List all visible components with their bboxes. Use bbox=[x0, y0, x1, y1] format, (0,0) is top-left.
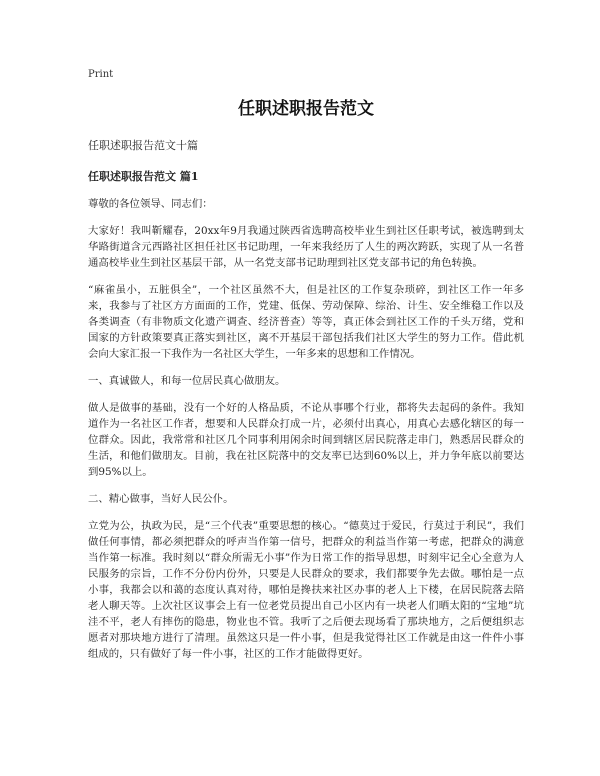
paragraph-intro: 大家好！我叫靳耀春，20xx年9月我通过陕西省选聘高校毕业生到社区任职考试，被选聘到太华路街道含元西路社区担任社区书记助理，一年来我经历了人生的两次跨跃，实现了从一名普通高校毕业生到社区基层干部，从一名党支部书记助理到社区党支部书记的角色转换。 bbox=[88, 225, 524, 269]
print-link[interactable]: Print bbox=[88, 69, 114, 80]
section-heading: 任职述职报告范文 篇1 bbox=[88, 170, 199, 183]
paragraph-community-work: “麻雀虽小，五脏俱全”，一个社区虽然不大，但是社区的工作复杂琐碎，到社区工作一年多来，我参与了社区方方面面的工作，党建、低保、劳动保障、综治、计生、安全维稳工作以及各类调查（有非物质文化遗产调查、经济普查）等等，真正体会到社区工作的千头万绪，党和国家的方针政策要真正落实到社区，离不开基层干部包括我们社区大学生的努力工作。借此机会向大家汇报一下我作为一名社区大学生，一年多来的思想和工作情况。 bbox=[88, 284, 524, 360]
document-page bbox=[88, 68, 524, 673]
salutation: 尊敬的各位领导、同志们： bbox=[88, 198, 213, 210]
paragraph-point-two: 立党为公，执政为民，是“三个代表”重要思想的核心。“德莫过于爱民，行莫过于利民”，我们做任何事情，都必须把群众的呼声当作第一信号，把群众的利益当作第一考虑，把群众的满意当作第一标准。我时刻以“群众所需无小事”作为日常工作的指导思想，时刻牢记全心全意为人民服务的宗旨，工作不分份内份外，只要是人民群众的要求，我们都要争先去做。哪怕是一点小事，我都会以和蔼的态度认真对待，哪怕是搀扶来社区办事的老人上下楼，在居民院落去陪老人聊天等。上次社区议事会上有一位老党员提出自己小区内有一块老人们晒太阳的“宝地”坑洼不平，老人有摔伤的隐患，物业也不管。我听了之后便去现场看了那块地方，之后便组织志愿者对那块地方进行了清理。虽然这只是一件小事，但是我觉得社区工作就是由这一件件小事组成的，只有做好了每一件小事，社区的工作才能做得更好。 bbox=[88, 520, 524, 660]
heading-point-one: 一、真诚做人，和每一位居民真心做朋友。 bbox=[88, 375, 286, 387]
document-title: 任职述职报告范文 bbox=[238, 99, 374, 119]
heading-point-two: 二、精心做事，当好人民公仆。 bbox=[88, 493, 234, 505]
document-subtitle: 任职述职报告范文十篇 bbox=[88, 139, 198, 152]
paragraph-point-one: 做人是做事的基础，没有一个好的人格品质，不论从事哪个行业，都将失去起码的条件。我知道作为一名社区工作者，想要和人民群众打成一片，必须付出真心，用真心去感化辖区的每一位群众。因此，我常常和社区几个同事利用闲余时间到辖区居民院落走串门，熟悉居民群众的生活，和他们做朋友。目前，我在社区院落中的交友率已达到60%以上，并力争年底以前要达到95%以上。 bbox=[88, 402, 524, 478]
